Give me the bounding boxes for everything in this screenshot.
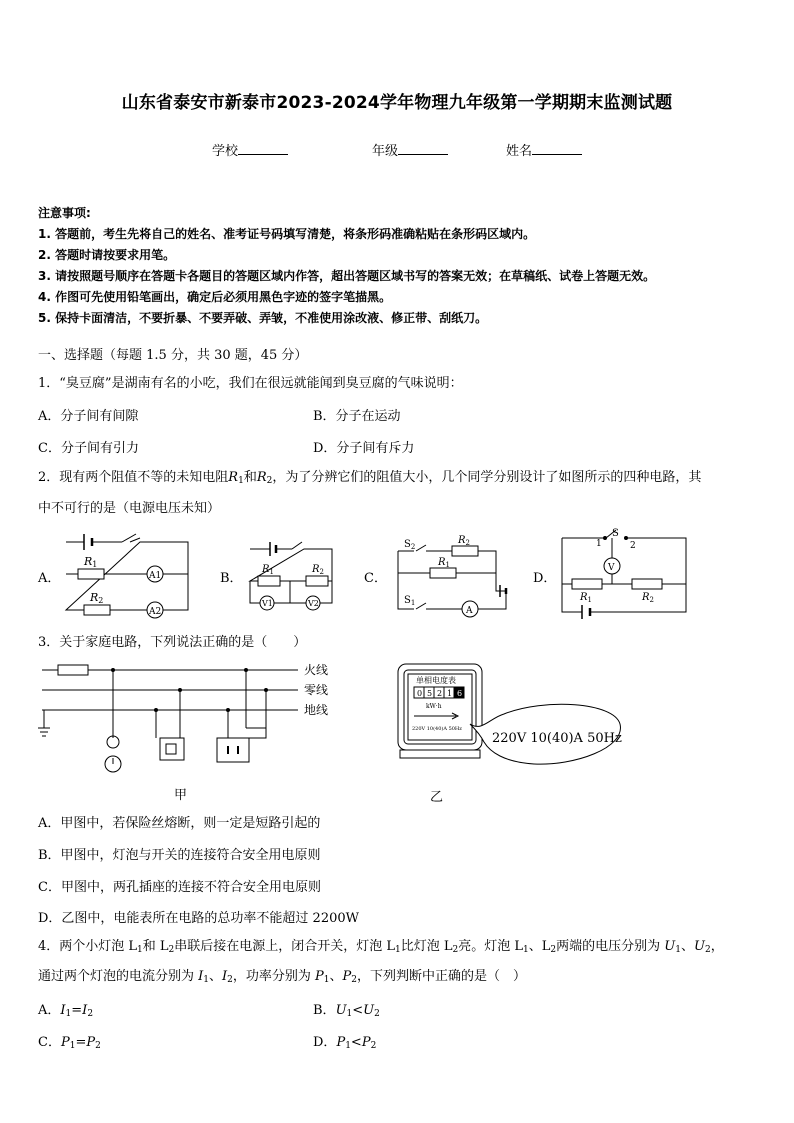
voltmeter-v-label: V xyxy=(608,563,615,573)
q1-option-a[interactable]: A．分子间有间隙 xyxy=(38,409,139,424)
q4-stem-line2: 通过两个灯泡的电流分别为 $I_1$、$I_2$，功率分别为 $P_1$、$P_2$，下列判断中正确的是（ ） xyxy=(38,969,527,985)
circuit-d-diagram xyxy=(556,528,692,622)
meter-small-rating: 220V 10(40)A 50Hz xyxy=(412,726,462,732)
q1-option-c[interactable]: C．分子间有引力 xyxy=(38,441,139,456)
grade-label: 年级 xyxy=(372,144,399,159)
svg-text:2: 2 xyxy=(630,541,636,551)
note-item: 4. 作图可先使用铅笔画出，确定后必须用黑色字迹的签字笔描黑。 xyxy=(38,290,392,304)
q2-stem-line1: 2．现有两个阻值不等的未知电阻$R_1$和$R_2$，为了分辨它们的阻值大小，几个同学分别设计了如图所示的四种电路，其 xyxy=(38,470,702,486)
name-label: 姓名 xyxy=(506,144,533,159)
svg-text:0: 0 xyxy=(417,689,423,698)
svg-text:6: 6 xyxy=(457,689,463,698)
q4-option-d[interactable]: D．$P_1<P_2$ xyxy=(313,1035,377,1051)
q3-option-b[interactable]: B．甲图中，灯泡与开关的连接符合安全用电原则 xyxy=(38,848,321,863)
svg-text:S1: $S_1$ xyxy=(404,595,416,607)
q1-option-b[interactable]: B．分子在运动 xyxy=(313,409,401,424)
school-label: 学校 xyxy=(212,144,239,159)
svg-text:2: 2 xyxy=(437,689,443,698)
meter-title: 单相电度表 xyxy=(416,676,456,685)
svg-text:R2: $R_2$ xyxy=(312,564,324,576)
svg-text:5: 5 xyxy=(427,689,433,698)
q2-option-c[interactable]: C． xyxy=(364,571,387,586)
note-item: 5. 保持卡面清洁，不要折暴、不要弄破、弄皱，不准使用涂改液、修正带、刮纸刀。 xyxy=(38,311,488,325)
household-circuit-diagram xyxy=(36,658,336,782)
ammeter-a1-label: A1 xyxy=(149,571,162,581)
svg-text:S2: $S_2$ xyxy=(404,539,416,551)
wire-earth-label: 地线 xyxy=(304,703,329,717)
school-blank[interactable] xyxy=(238,142,288,155)
svg-text:R1: $R_1$ xyxy=(262,564,274,576)
electric-meter-diagram xyxy=(394,662,634,786)
q3-option-a[interactable]: A．甲图中，若保险丝熔断，则一定是短路引起的 xyxy=(38,816,321,831)
name-field[interactable] xyxy=(506,140,582,159)
note-item: 3. 请按照题号顺序在答题卡各题目的答题区域内作答，超出答题区域书写的答案无效；在草稿纸、试卷上答题无效。 xyxy=(38,269,656,283)
q3-stem: 3．关于家庭电路，下列说法正确的是（ ） xyxy=(38,635,307,650)
meter-callout-rating: 220V 10(40)A 50Hz xyxy=(492,731,622,746)
q4-option-b[interactable]: B．$U_1<U_2$ xyxy=(313,1003,380,1019)
grade-field[interactable] xyxy=(372,140,448,159)
notes-block xyxy=(38,203,655,329)
q2-option-d[interactable]: D． xyxy=(533,571,557,586)
q3-option-d[interactable]: D．乙图中，电能表所在电路的总功率不能超过 2200W xyxy=(38,911,360,926)
q4-option-c[interactable]: C．$P_1=P_2$ xyxy=(38,1035,101,1051)
ammeter-a2-label: A2 xyxy=(149,607,162,617)
caption-yi: 乙 xyxy=(430,790,444,805)
circuit-a-r2-label: R2 xyxy=(90,591,104,605)
q1-stem: 1．“臭豆腐”是湖南有名的小吃，我们在很远就能闻到臭豆腐的气味说明： xyxy=(38,376,463,391)
meter-unit: kW·h xyxy=(426,703,442,710)
voltmeter-v1-label: V1 xyxy=(262,599,273,608)
q2-option-b[interactable]: B． xyxy=(220,571,243,586)
q4-stem-line1: 4．两个小灯泡 $L_1$和 $L_2$串联后接在电源上，闭合开关，灯泡 $L_1$比灯泡 $L_2$亮。灯泡 $L_1$、$L_2$两端的电压分别为 $U_1$、$U_2$， xyxy=(38,939,724,955)
ammeter-a-label: A xyxy=(466,606,473,616)
grade-blank[interactable] xyxy=(398,142,448,155)
page-title: 山东省泰安市新泰市2023-2024学年物理九年级第一学期期末监测试题 xyxy=(121,93,673,113)
circuit-a-diagram xyxy=(58,528,194,620)
svg-text:1: 1 xyxy=(596,539,602,549)
section-heading: 一、选择题（每题 1.5 分，共 30 题，45 分） xyxy=(38,348,308,363)
wire-live-label: 火线 xyxy=(304,663,329,677)
note-item: 2. 答题时请按要求用笔。 xyxy=(38,248,176,262)
school-field[interactable] xyxy=(212,140,288,159)
circuit-a-r1-label: R1 xyxy=(84,555,98,569)
caption-jia: 甲 xyxy=(174,788,188,803)
svg-text:R2: $R_2$ xyxy=(458,535,470,547)
voltmeter-v2-label: V2 xyxy=(308,599,319,608)
svg-text:1: 1 xyxy=(447,689,453,698)
svg-text:R1: $R_1$ xyxy=(580,592,592,604)
q4-option-a[interactable]: A．$I_1=I_2$ xyxy=(38,1003,94,1019)
svg-text:R2: $R_2$ xyxy=(642,592,654,604)
circuit-c-diagram xyxy=(390,533,520,625)
svg-text:R1: $R_1$ xyxy=(438,557,450,569)
notes-heading: 注意事项: xyxy=(38,206,91,220)
circuit-b-diagram xyxy=(244,535,344,615)
q2-stem-line2: 中不可行的是（电源电压未知） xyxy=(38,501,221,516)
wire-neutral-label: 零线 xyxy=(304,683,329,697)
q2-option-a[interactable]: A． xyxy=(38,571,61,586)
q3-option-c[interactable]: C．甲图中，两孔插座的连接不符合安全用电原则 xyxy=(38,880,321,895)
name-blank[interactable] xyxy=(532,142,582,155)
svg-text:S: S xyxy=(612,528,619,539)
q1-option-d[interactable]: D．分子间有斥力 xyxy=(313,441,415,456)
note-item: 1. 答题前，考生先将自己的姓名、准考证号码填写清楚，将条形码准确粘贴在条形码区域内。 xyxy=(38,227,536,241)
